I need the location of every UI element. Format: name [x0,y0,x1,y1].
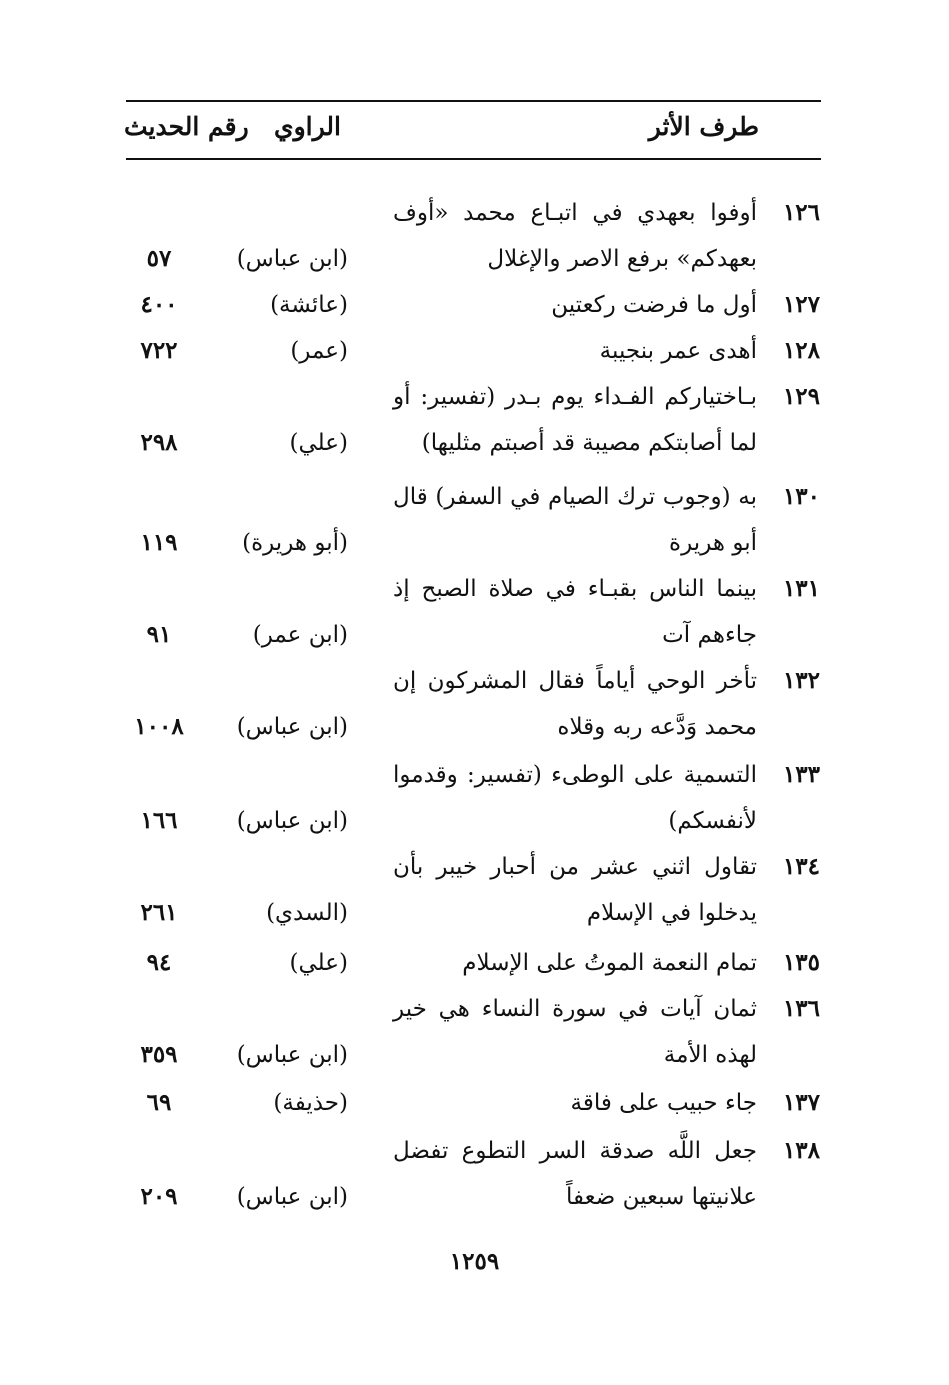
entry-hadith-number: ٢٩٨ [140,429,178,456]
entry-narrator: (علي) [289,950,348,976]
entry-number: ١٣٥ [782,949,820,976]
entry-hadith-number: ٦٩ [146,1089,172,1116]
entry-narrator: (أبو هريرة) [242,530,348,556]
entry-narrator: (ابن عباس) [236,246,348,272]
entry-narrator: (ابن عباس) [236,714,348,740]
header-rawi: الراوي [274,112,341,141]
entry-hadith-number: ١٦٦ [140,807,178,834]
entry-hadith-number: ٤٠٠ [140,291,178,318]
entry-number: ١٣٧ [782,1089,820,1116]
entry-hadith-number: ٢٦١ [140,899,178,926]
entry-narrator: (حذيفة) [273,1090,348,1116]
entry-number: ١٣٨ [782,1137,820,1164]
entry-narrator: (السدي) [266,900,348,926]
entry-number: ١٢٦ [782,199,820,226]
entry-hadith-number: ٩٤ [146,949,172,976]
entry-text: تمام النعمة الموتُ على الإسلام [462,950,757,976]
entry-narrator: (عمر) [290,338,348,364]
entry-narrator: (علي) [289,430,348,456]
entry-text: أهدى عمر بنجيبة [599,338,757,364]
entry-hadith-number: ٥٧ [146,245,172,272]
entry-narrator: (ابن عباس) [236,1042,348,1068]
entry-text: بـاختياركم الفـداء يوم بـدر (تفسير: أو لما أصابتكم مصيبة قد أصبتم مثليها) [393,384,757,456]
entry-number: ١٢٧ [782,291,820,318]
entry-narrator: (ابن عباس) [236,808,348,834]
entry-hadith-number: ٣٥٩ [140,1041,178,1068]
entry-number: ١٢٩ [782,383,820,410]
entry-hadith-number: ١٠٠٨ [134,713,184,740]
entry-number: ١٣١ [782,575,820,602]
entry-hadith-number: ١١٩ [140,529,178,556]
entry-text: تأخر الوحي أياماً فقال المشركون إن محمد وَدَّعه ربه وقلاه [393,668,757,740]
entry-text: تقاول اثني عشر من أحبار خيبر بأن يدخلوا في الإسلام [393,854,757,926]
entry-number: ١٣٢ [782,667,820,694]
entry-narrator: (ابن عباس) [236,1184,348,1210]
entry-narrator: (عائشة) [270,292,348,318]
entry-text: بينما الناس بقبـاء في صلاة الصبح إذ جاءهم آت [393,576,757,648]
entry-text: جاء حبيب على فاقة [570,1090,757,1116]
header-raqm: رقم الحديث [124,112,249,141]
entry-number: ١٣٦ [782,995,820,1022]
entry-text: أوفوا بعهدي في اتبـاع محمد «أوف بعهدكم» برفع الاصر والإغلال [393,200,757,272]
header-athar: طرف الأثر [648,112,759,141]
entry-text: أول ما فرضت ركعتين [551,292,757,318]
entry-text: التسمية على الوطىء (تفسير: وقدموا لأنفسكم) [393,762,757,834]
entry-hadith-number: ٩١ [146,621,172,648]
entry-hadith-number: ٧٢٢ [140,337,178,364]
entry-number: ١٣٠ [782,483,820,510]
entry-text: به (وجوب ترك الصيام في السفر) قال أبو هريرة [393,484,757,556]
entry-number: ١٢٨ [782,337,820,364]
entry-number: ١٣٤ [782,853,820,880]
entry-narrator: (ابن عمر) [252,622,348,648]
entry-text: جعل اللَّه صدقة السر التطوع تفضل علانيتها سبعين ضعفاً [393,1138,757,1210]
page-number: ١٢٥٩ [449,1248,500,1275]
entry-hadith-number: ٢٠٩ [140,1183,178,1210]
entry-text: ثمان آيات في سورة النساء هي خير لهذه الأمة [393,996,757,1068]
entry-number: ١٣٣ [782,761,820,788]
